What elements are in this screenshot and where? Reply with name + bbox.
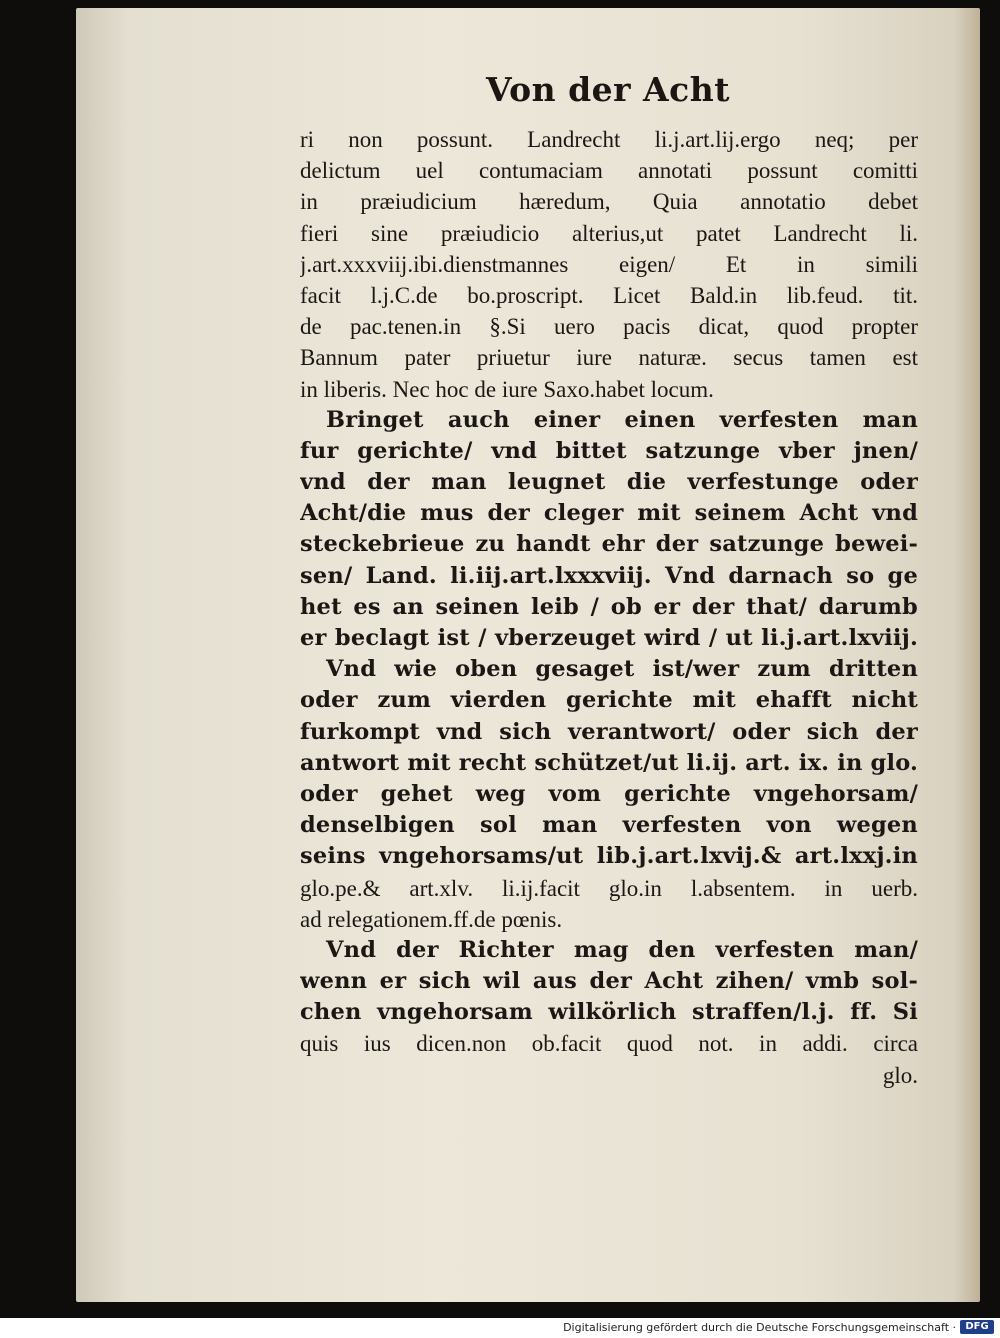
text-line: Acht/die mus der cleger mit seinem Acht vnd <box>300 500 918 527</box>
text-line: wenn er sich wil aus der Acht zihen/ vmb sol- <box>300 968 918 995</box>
text-line: j.art.xxxviij.ibi.dienstmannes eigen/ Et in simili <box>300 251 918 277</box>
text-line: furkompt vnd sich verantwort/ oder sich der <box>300 718 918 745</box>
text-line: Vnd wie oben gesaget ist/wer zum dritten <box>326 656 918 683</box>
text-line: vnd der man leugnet die verfestunge oder <box>300 469 918 496</box>
text-line: delictum uel contumaciam annotati possunt comitti <box>300 158 918 184</box>
running-title: Von der Acht <box>486 70 730 109</box>
text-line: quis ius dicen.non ob.facit quod not. in addi. circa <box>300 1031 918 1057</box>
text-line: in liberis. Nec hoc de iure Saxo.habet locum. <box>300 376 714 402</box>
text-line: seins vngehorsams/ut lib.j.art.lxvij.& art.lxxj.in <box>300 843 918 870</box>
text-line: facit l.j.C.de bo.proscript. Licet Bald.in lib.feud. tit. <box>300 282 918 308</box>
text-line: ri non possunt. Landrecht li.j.art.lij.ergo neq; per <box>300 127 918 152</box>
funding-credit: Digitalisierung gefördert durch die Deutsche Forschungsgemeinschaft · <box>563 1321 956 1334</box>
text-line: glo.pe.& art.xlv. li.ij.facit glo.in l.absentem. in uerb. <box>300 875 918 901</box>
text-line: Bannum pater priuetur iure naturæ. secus tamen est <box>300 345 918 371</box>
text-line: de pac.tenen.in §.Si uero pacis dicat, quod propter <box>300 314 918 340</box>
text-line: Bringet auch einer einen verfesten man <box>326 406 918 433</box>
page-edge-shading <box>954 8 980 1302</box>
text-line: fur gerichte/ vnd bittet satzunge vber jnen/ <box>300 437 918 464</box>
text-line: chen vngehorsam wilkörlich straffen/l.j. ff. Si <box>300 999 918 1026</box>
text-line: oder zum vierden gerichte mit ehafft nicht <box>300 687 918 714</box>
text-line: oder gehet weg vom gerichte vngehorsam/ <box>300 780 918 807</box>
text-line: Vnd der Richter mag den verfesten man/ <box>326 936 918 963</box>
text-line: ad relegationem.ff.de pœnis. <box>300 906 563 932</box>
text-line: glo. <box>882 1062 918 1088</box>
text-line: het es an seinen leib / ob er der that/ darumb <box>300 593 918 620</box>
text-line: in præiudicium hæredum, Quia annotatio debet <box>300 189 918 215</box>
text-line: er beclagt ist / vberzeuget wird / ut li.j.art.lxviij. <box>300 625 918 651</box>
text-line: fieri sine præiudicio alterius,ut patet Landrecht li. <box>300 220 918 246</box>
footer-bar <box>0 1318 1000 1338</box>
text-line: denselbigen sol man verfesten von wegen <box>300 812 918 839</box>
dfg-logo: DFG <box>960 1320 994 1334</box>
text-line: steckebrieue zu handt ehr der satzunge bewei- <box>300 531 918 558</box>
text-line: sen/ Land. li.iij.art.lxxxviij. Vnd darnach so ge <box>300 562 918 589</box>
page-body-text <box>300 124 918 1091</box>
text-line: antwort mit recht schützet/ut li.ij. art. ix. in glo. <box>300 749 918 776</box>
